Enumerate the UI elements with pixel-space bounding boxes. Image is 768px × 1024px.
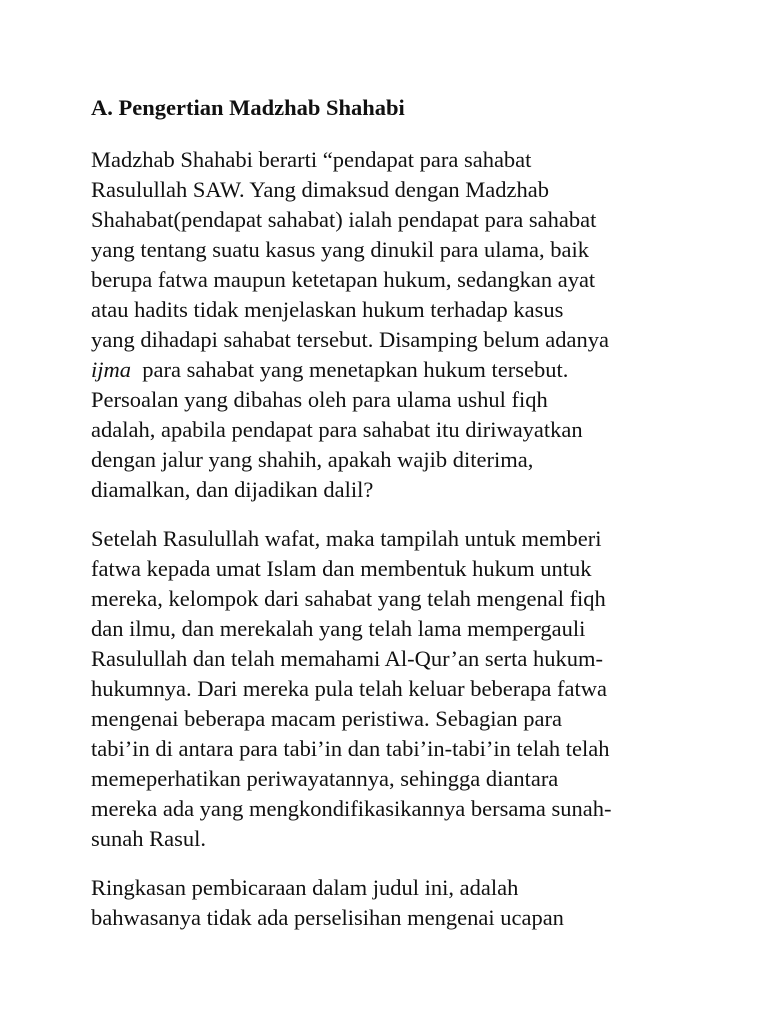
- paragraph-line: dengan jalur yang shahih, apakah wajib diterima,: [91, 447, 534, 472]
- paragraph-line: Setelah Rasulullah wafat, maka tampilah untuk memberi: [91, 526, 602, 551]
- paragraph-line: dan ilmu, dan merekalah yang telah lama mempergauli: [91, 616, 586, 641]
- paragraph-line: diamalkan, dan dijadikan dalil?: [91, 477, 374, 502]
- paragraph-line: Shahabat(pendapat sahabat) ialah pendapat para sahabat: [91, 207, 597, 232]
- paragraph-line: Madzhab Shahabi berarti “pendapat para sahabat: [91, 147, 532, 172]
- paragraph-history: [91, 524, 691, 854]
- paragraph-line-rest: para sahabat yang menetapkan hukum tersebut.: [131, 357, 569, 382]
- paragraph-line: hukumnya. Dari mereka pula telah keluar beberapa fatwa: [91, 676, 608, 701]
- paragraph-line: adalah, apabila pendapat para sahabat itu diriwayatkan: [91, 417, 583, 442]
- paragraph-line: [91, 355, 691, 385]
- paragraph-line: Rasulullah dan telah memahami Al-Qur’an serta hukum-: [91, 646, 603, 671]
- paragraph-line: yang tentang suatu kasus yang dinukil para ulama, baik: [91, 237, 589, 262]
- italic-term-ijma: ijma: [91, 357, 132, 382]
- paragraph-line: Rasulullah SAW. Yang dimaksud dengan Madzhab: [91, 177, 549, 202]
- paragraph-line: atau hadits tidak menjelaskan hukum terhadap kasus: [91, 297, 564, 322]
- paragraph-line: bahwasanya tidak ada perselisihan mengenai ucapan: [91, 905, 564, 930]
- paragraph-line: Persoalan yang dibahas oleh para ulama ushul fiqh: [91, 387, 548, 412]
- paragraph-line: sunah Rasul.: [91, 826, 206, 851]
- paragraph-line: yang dihadapi sahabat tersebut. Disamping belum adanya: [91, 327, 609, 352]
- section-heading: A. Pengertian Madzhab Shahabi: [91, 95, 405, 120]
- paragraph-line: mereka ada yang mengkondifikasikannya bersama sunah-: [91, 796, 612, 821]
- paragraph-line: mengenai beberapa macam peristiwa. Sebagian para: [91, 706, 563, 731]
- document-page: [91, 93, 691, 952]
- paragraph-line: Ringkasan pembicaraan dalam judul ini, adalah: [91, 875, 519, 900]
- paragraph-definition: [91, 145, 691, 505]
- paragraph-line: tabi’in di antara para tabi’in dan tabi’in-tabi’in telah telah: [91, 736, 610, 761]
- paragraph-line: fatwa kepada umat Islam dan membentuk hukum untuk: [91, 556, 592, 581]
- paragraph-line: mereka, kelompok dari sahabat yang telah mengenal fiqh: [91, 586, 606, 611]
- paragraph-line: berupa fatwa maupun ketetapan hukum, sedangkan ayat: [91, 267, 596, 292]
- paragraph-summary: [91, 873, 691, 933]
- paragraph-line: memeperhatikan periwayatannya, sehingga diantara: [91, 766, 559, 791]
